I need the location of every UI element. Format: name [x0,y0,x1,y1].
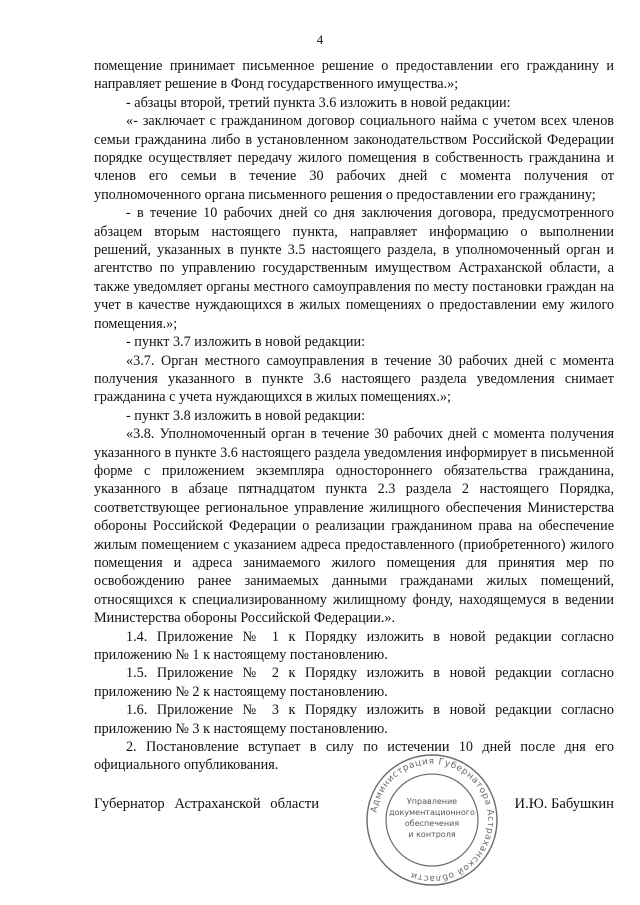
page-number: 4 [316,32,324,47]
signature-block [94,796,614,816]
signatory-title: Губернатор Астраханской области [94,796,320,812]
document-body [94,57,614,775]
stamp-outer-text: Администрация Губернатора Астраханской области [369,756,496,884]
signatory-name: И.Ю. Бабушкин [514,796,614,812]
paragraph-9: 1.4. Приложение № 1 к Порядку изложить в новой редакции согласно приложению № 1 к настоящему постановлению. [94,628,614,663]
paragraph-12: 2. Постановление вступает в силу по истечении 10 дней после дня его официального опубликования. [94,739,614,774]
official-stamp [364,752,500,888]
stamp-line-4: и контроля [408,830,456,839]
stamp-line-1: Управление [406,797,458,806]
paragraph-4: - в течение 10 рабочих дней со дня заключения договора, предусмотренного абзацем вторым настоящего пункта, направляет информацию о выполнении решений, указанных в пункте 3.5 настоящего раздела, в уполномоченный орган и агентство по управлению государственным имуществом Астраханской области, а также уведомляет органы местного самоуправления по месту постановки граждан на учет в качестве нуждающихся в жилых помещениях о предоставлении ему жилого помещения.»; [94,205,614,332]
paragraph-6: «3.7. Орган местного самоуправления в течение 30 рабочих дней с момента получения указанного в пункте 3.6 настоящего раздела уведомления снимает гражданина с учета нуждающихся в жилых помещениях.»; [94,352,614,406]
paragraph-10: 1.5. Приложение № 2 к Порядку изложить в новой редакции согласно приложению № 2 к настоящему постановлению. [94,665,614,700]
paragraph-5: - пункт 3.7 изложить в новой редакции: [126,334,366,351]
paragraph-2: - абзацы второй, третий пункта 3.6 изложить в новой редакции: [126,94,511,111]
stamp-seal [364,752,500,888]
stamp-line-2: документационного [389,808,475,817]
paragraph-3: «- заключает с гражданином договор социального найма с учетом всех членов семьи гражданина либо в установленном законодательством Российской Федерации порядке осуществляет передачу жилого помещения в собственность гражданина и членов его семьи в течение 30 рабочих дней с момента получения от уполномоченного органа письменного решения о предоставлении его гражданину; [94,113,614,203]
paragraph-11: 1.6. Приложение № 3 к Порядку изложить в новой редакции согласно приложению № 3 к настоящему постановлению. [94,702,614,737]
paragraph-7: - пункт 3.8 изложить в новой редакции: [126,407,366,424]
paragraph-1: помещение принимает письменное решение о предоставлении его гражданину и направляет решение в Фонд государственного имущества.»; [94,58,614,93]
paragraph-8: «3.8. Уполномоченный орган в течение 30 рабочих дней с момента получения указанного в пункте 3.6 настоящего раздела уведомления информирует в письменной форме с приложением экземпляра одностороннего обязательства гражданина, указанного в абзаце пятнадцатом пункта 2.3 раздела 2 настоящего Порядка, соответствующее региональное управление жилищного обеспечения Министерства обороны Российской Федерации о реализации гражданином права на обеспечение жилым помещением с указанием адреса предоставленного (приобретенного) жилого помещения и адреса занимаемого жилого помещения для принятия мер по освобождению ранее занимаемых данными гражданами жилых помещений, относящихся к специализированному жилищному фонду, находящемуся в ведении Министерства обороны Российской Федерации.». [94,426,614,627]
stamp-line-3: обеспечения [404,819,460,828]
